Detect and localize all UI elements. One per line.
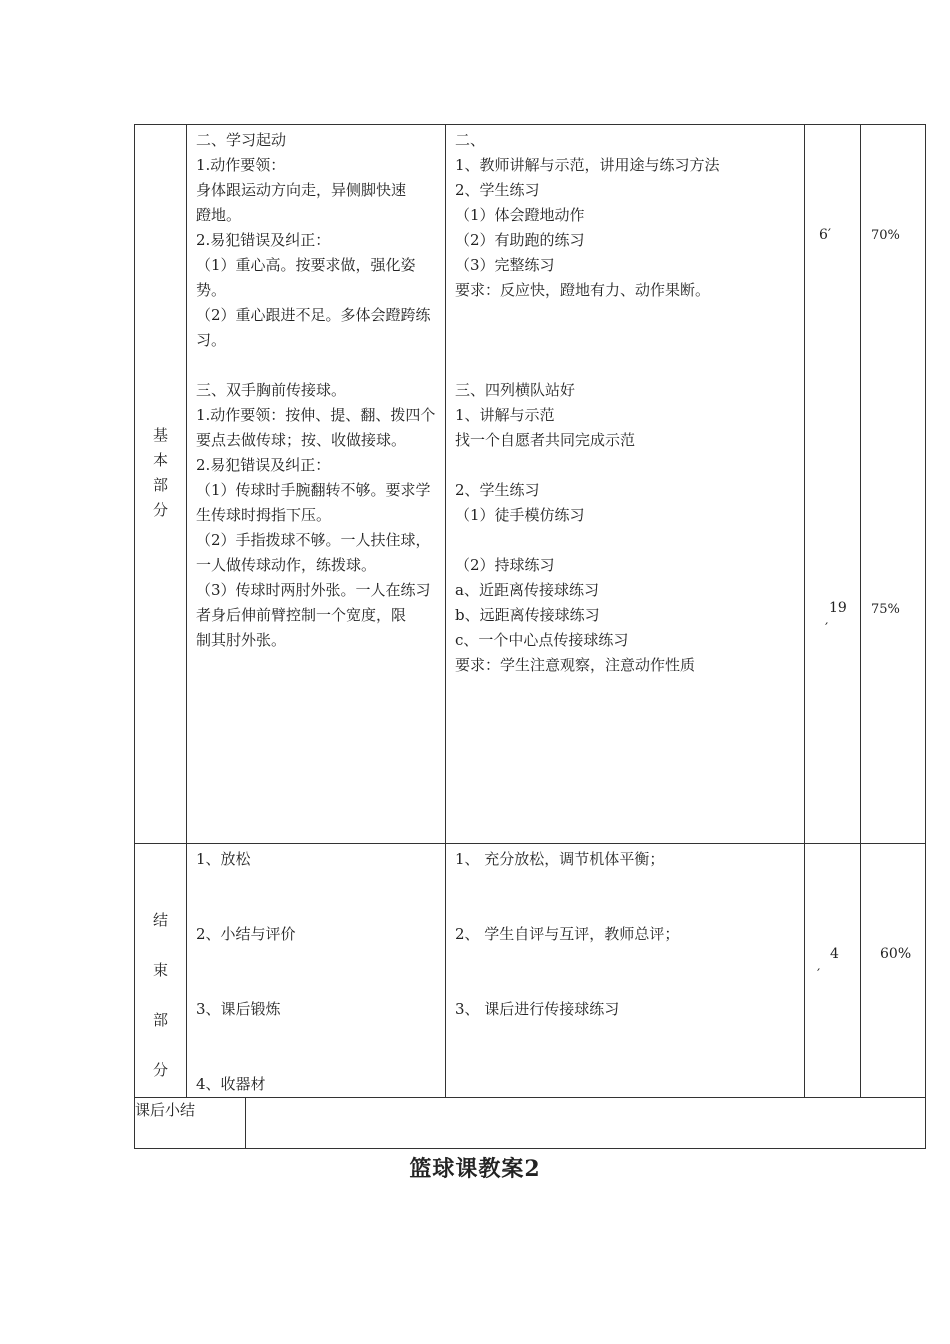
method-line: 1、教师讲解与示范，讲用途与练习方法 (455, 156, 720, 174)
time-unit: ′ (817, 967, 821, 983)
content-line: 身体跟运动方向走，异侧脚快速 (196, 181, 407, 199)
spacer (455, 872, 798, 922)
basic-label-char: 部 (152, 476, 168, 494)
ending-part-label-cell (135, 844, 187, 1098)
method-line: （1）徒手模仿练习 (455, 506, 585, 524)
method-line: 2、学生练习 (455, 181, 540, 199)
content-line: （2）手指拨球不够。一人扶住球， (196, 531, 431, 549)
summary-row (135, 1098, 926, 1149)
method-line: 三、四列横队站好 (455, 381, 576, 399)
content-line: 1.动作要领：按伸、提、翻、拨四个 (196, 406, 436, 424)
basic-density-cell (861, 125, 926, 844)
content-line: 2.易犯错误及纠正： (196, 231, 331, 249)
method-line: a、近距离传接球练习 (455, 581, 599, 599)
spacer (196, 353, 439, 378)
method-line: c、一个中心点传接球练习 (455, 631, 629, 649)
method-line: （2）持球练习 (455, 556, 555, 574)
basic-label-char: 本 (152, 451, 168, 469)
content-line: （1）传球时手腕翻转不够。要求学 (196, 481, 431, 499)
basic-content-cell (187, 125, 446, 844)
basic-label-char: 基 (152, 426, 168, 444)
content-line: 习。 (196, 331, 227, 349)
ending-label-char: 分 (152, 1061, 168, 1079)
ending-time-cell (805, 844, 861, 1098)
spacer (455, 453, 798, 478)
spacer (196, 947, 439, 997)
method-line: 要求：反应快，蹬地有力、动作果断。 (455, 281, 711, 299)
content-line: 1.动作要领： (196, 156, 286, 174)
content-line: 4、收器材 (196, 1075, 266, 1093)
time-unit: ′ (825, 621, 829, 637)
content-line: 一人做传球动作，练拨球。 (196, 556, 377, 574)
content-line: 三、双手胸前传接球。 (196, 381, 347, 399)
content-line: （2）重心跟进不足。多体会蹬跨练 (196, 306, 431, 324)
content-line: 二、学习起动 (196, 131, 287, 149)
ending-part-row (135, 844, 926, 1098)
ending-density-cell (861, 844, 926, 1098)
content-line: （1）重心高。按要求做，强化姿 (196, 256, 416, 274)
content-line: 蹬地。 (196, 206, 242, 224)
content-line: 势。 (196, 281, 227, 299)
content-line: 1、放松 (196, 850, 251, 868)
spacer (455, 353, 798, 378)
basic-time-cell (805, 125, 861, 844)
density-value: 60% (880, 946, 912, 962)
ending-label-char: 束 (152, 961, 168, 979)
content-line: 者身后伸前臂控制一个宽度，限 (196, 606, 407, 624)
content-line: 制其肘外张。 (196, 631, 287, 649)
method-line: 2、 学生自评与互评，教师总评； (455, 925, 680, 943)
spacer (455, 303, 798, 328)
basic-method-cell (446, 125, 805, 844)
method-line: （3）完整练习 (455, 256, 555, 274)
method-line: （1）体会蹬地动作 (455, 206, 585, 224)
method-line: b、远距离传接球练习 (455, 606, 600, 624)
ending-method-cell (446, 844, 805, 1098)
content-line: 3、课后锻炼 (196, 1000, 281, 1018)
content-line: 2、小结与评价 (196, 925, 296, 943)
spacer (455, 947, 798, 997)
method-line: 二、 (455, 131, 486, 149)
density-value: 75% (871, 602, 900, 617)
basic-part-row (135, 125, 926, 844)
basic-label-char: 分 (152, 501, 168, 519)
lesson-plan-table (134, 124, 926, 1149)
method-line: 1、 充分放松，调节机体平衡； (455, 850, 665, 868)
method-line: 找一个自愿者共同完成示范 (455, 431, 636, 449)
page-title: 篮球课教案2 (409, 1156, 541, 1182)
content-line: 要点去做传球；按、收做接球。 (196, 431, 407, 449)
method-line: 1、讲解与示范 (455, 406, 555, 424)
density-value: 70% (871, 228, 900, 243)
method-line: 2、学生练习 (455, 481, 540, 499)
method-line: （2）有助跑的练习 (455, 231, 585, 249)
spacer (196, 1022, 439, 1072)
summary-value (246, 1098, 926, 1149)
spacer (455, 528, 798, 553)
time-value: 4 (830, 946, 839, 962)
time-value: 6′ (819, 227, 832, 243)
basic-part-label-cell (135, 125, 187, 844)
time-value: 19 (829, 600, 847, 616)
spacer (196, 872, 439, 922)
ending-content-cell (187, 844, 446, 1098)
summary-label: 课后小结 (135, 1098, 246, 1149)
ending-label-char: 结 (152, 911, 168, 929)
content-line: （3）传球时两肘外张。一人在练习 (196, 581, 431, 599)
content-line: 生传球时拇指下压。 (196, 506, 332, 524)
spacer (455, 328, 798, 353)
method-line: 3、 课后进行传接球练习 (455, 1000, 620, 1018)
method-line: 要求：学生注意观察，注意动作性质 (455, 656, 696, 674)
content-line: 2.易犯错误及纠正： (196, 456, 331, 474)
ending-label-char: 部 (152, 1011, 168, 1029)
